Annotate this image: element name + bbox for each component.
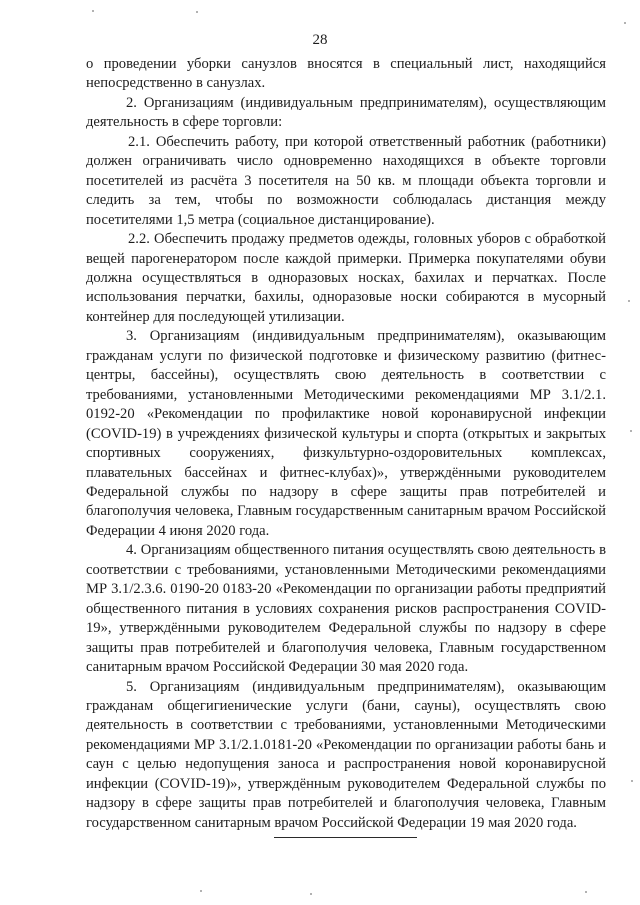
scan-speck bbox=[585, 891, 587, 893]
paragraph-item-2: 2. Организациям (индивидуальным предпринимателям), осуществляющим деятельность в сфере торговли: bbox=[86, 94, 606, 131]
scan-speck bbox=[631, 780, 633, 782]
paragraph-continuation: о проведении уборки санузлов вносятся в специальный лист, находящийся непосредственно в санузлах. bbox=[86, 56, 606, 92]
paragraph-item-4: 4. Организациям общественного питания осуществлять свою деятельность в соответствии с требованиями, установленными Методическими рекомендациями МР 3.1/2.3.6. 0190-20 0183-20 «Рекомендации по организации работы предприятий общественного питания в условиях сохранения рисков распространения COVID-19», утверждёнными руководителем Федеральной службы по надзору в сфере защиты прав потребителей и благополучия человека, Главным государственном санитарным врачом Российской Федерации 30 мая 2020 года. bbox=[86, 542, 606, 676]
scan-speck bbox=[196, 11, 198, 13]
scan-speck bbox=[628, 300, 630, 302]
scan-speck bbox=[624, 22, 626, 24]
paragraph-item-2-2: 2.2. Обеспечить продажу предметов одежды, головных уборов с обработкой вещей парогенератором после каждой примерки. Примерка покупателями обуви должна осуществляться в одноразовых носках, бахилах и перчатках. После использования перчатки, бахилы, одноразовые носки собираются в мусорный контейнер для последующей утилизации. bbox=[86, 231, 606, 325]
end-divider-line bbox=[274, 837, 417, 838]
scan-speck bbox=[200, 890, 202, 892]
document-body bbox=[86, 55, 606, 833]
scan-speck bbox=[310, 893, 312, 895]
paragraph-item-2-1: 2.1. Обеспечить работу, при которой ответственный работник (работники) должен ограничивать число одновременно находящихся в объекте торговли посетителей из расчёта 3 посетителя на 50 кв. м площади объекта торговли и следить за тем, чтобы по возможности соблюдалась дистанция между посетителями 1,5 метра (социальное дистанцирование). bbox=[86, 133, 606, 228]
page-number: 28 bbox=[312, 32, 328, 48]
paragraph-item-3: 3. Организациям (индивидуальным предпринимателям), оказывающим гражданам услуги по физической подготовке и физическому развитию (фитнес-центры, бассейны), осуществлять свою деятельность в соответствии с требованиями, установленными Методическими рекомендациями МР 3.1/2.1. 0192-20 «Рекомендации по профилактике новой коронавирусной инфекции (COVID-19) в учреждениях физической культуры и спорта (открытых и закрытых спортивных сооружениях, физкультурно-оздоровительных комплексах, плавательных бассейнах и фитнес-клубах)», утверждёнными руководителем Федеральной службы по надзору в сфере защиты прав потребителей и благополучия человека, Главным государственным санитарным врачом Российской Федерации 4 июня 2020 года. bbox=[86, 328, 606, 539]
scan-speck bbox=[630, 430, 632, 432]
scan-speck bbox=[92, 10, 94, 12]
paragraph-item-5: 5. Организациям (индивидуальным предпринимателям), оказывающим гражданам общегигиенические услуги (бани, сауны), осуществлять свою деятельность в соответствии с требованиями, установленными Методическими рекомендациями МР 3.1/2.1.0181-20 «Рекомендации по организации работы бань и саун с целью недопущения заноса и распространения новой коронавирусной инфекции (COVID-19)», утверждённым руководителем Федеральной службы по надзору в сфере защиты прав потребителей и благополучия человека, Главным государственном санитарным врачом Российской Федерации 19 мая 2020 года. bbox=[86, 678, 606, 831]
